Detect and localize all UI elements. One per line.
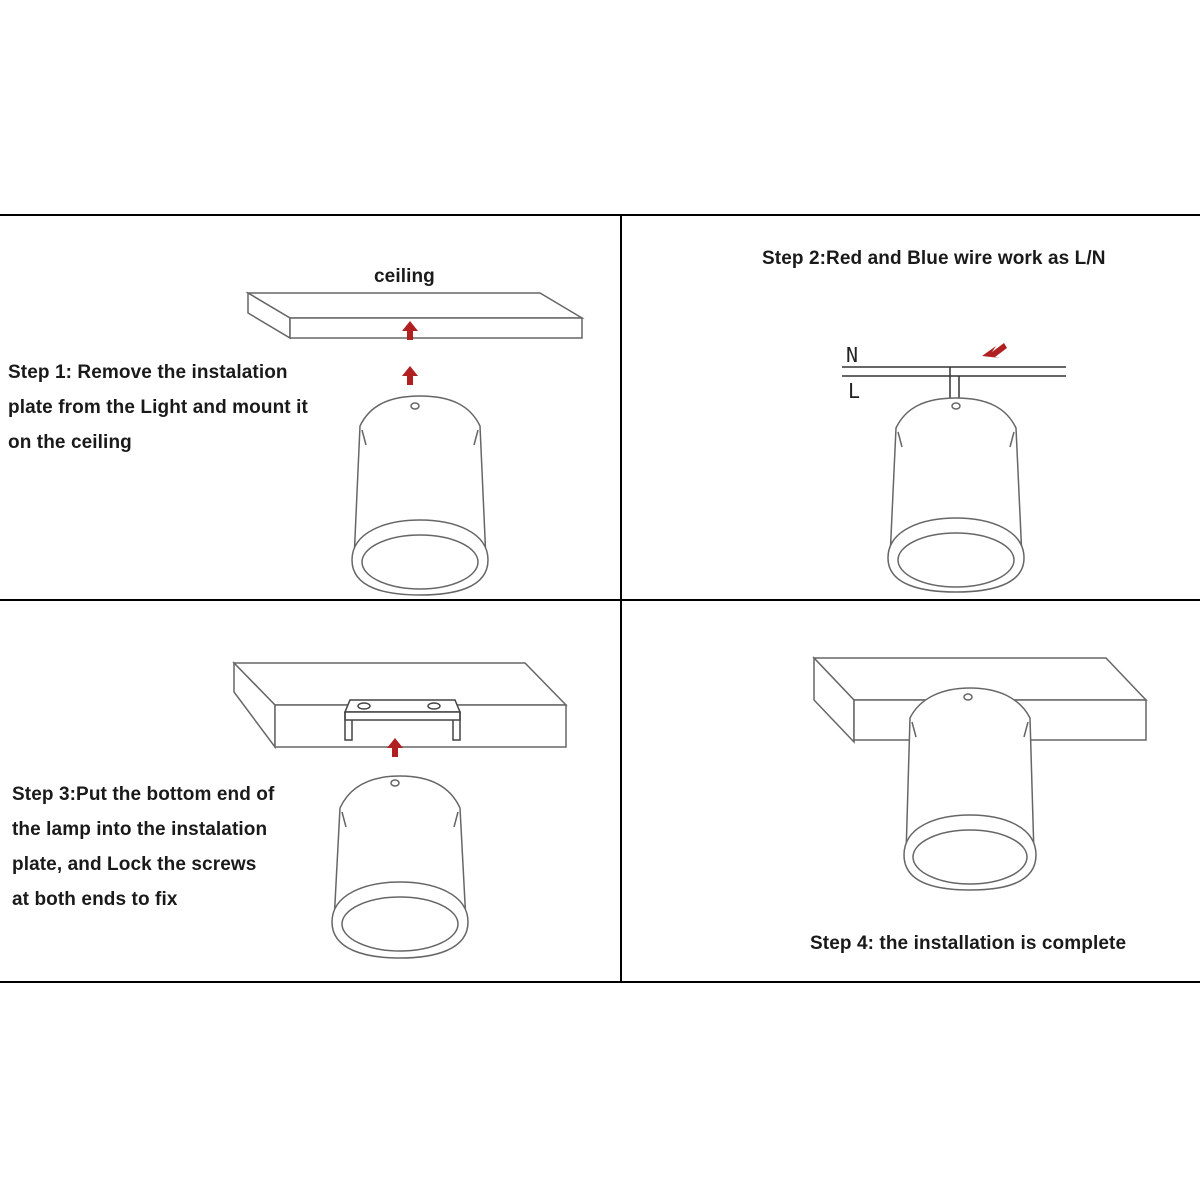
step2-wires xyxy=(842,367,1066,398)
step1-ceiling-plate xyxy=(248,293,582,338)
wire-label-n: N xyxy=(846,343,859,367)
step3-instructions xyxy=(12,777,274,917)
step1-line: Step 1: Remove the instalation xyxy=(8,362,288,383)
step1-line: on the ceiling xyxy=(8,432,132,453)
step4-title: Step 4: the installation is complete xyxy=(810,933,1127,954)
step3-line: plate, and Lock the screws xyxy=(12,854,257,875)
wire-label-l: L xyxy=(848,379,861,403)
step3-line: the lamp into the instalation xyxy=(12,819,268,840)
step1-line: plate from the Light and mount it xyxy=(8,397,308,418)
step3-lamp xyxy=(332,776,468,958)
step1-instructions xyxy=(8,355,308,460)
ceiling-label: ceiling xyxy=(374,266,435,287)
step3-line: at both ends to fix xyxy=(12,889,178,910)
step4-lamp xyxy=(904,688,1036,890)
step1-arrow-lower xyxy=(402,366,418,385)
step1-lamp xyxy=(352,396,488,595)
step2-title: Step 2:Red and Blue wire work as L/N xyxy=(762,248,1106,269)
step3-line: Step 3:Put the bottom end of xyxy=(12,784,275,805)
step2-lamp xyxy=(888,398,1024,592)
step2-arrow xyxy=(982,343,1007,358)
